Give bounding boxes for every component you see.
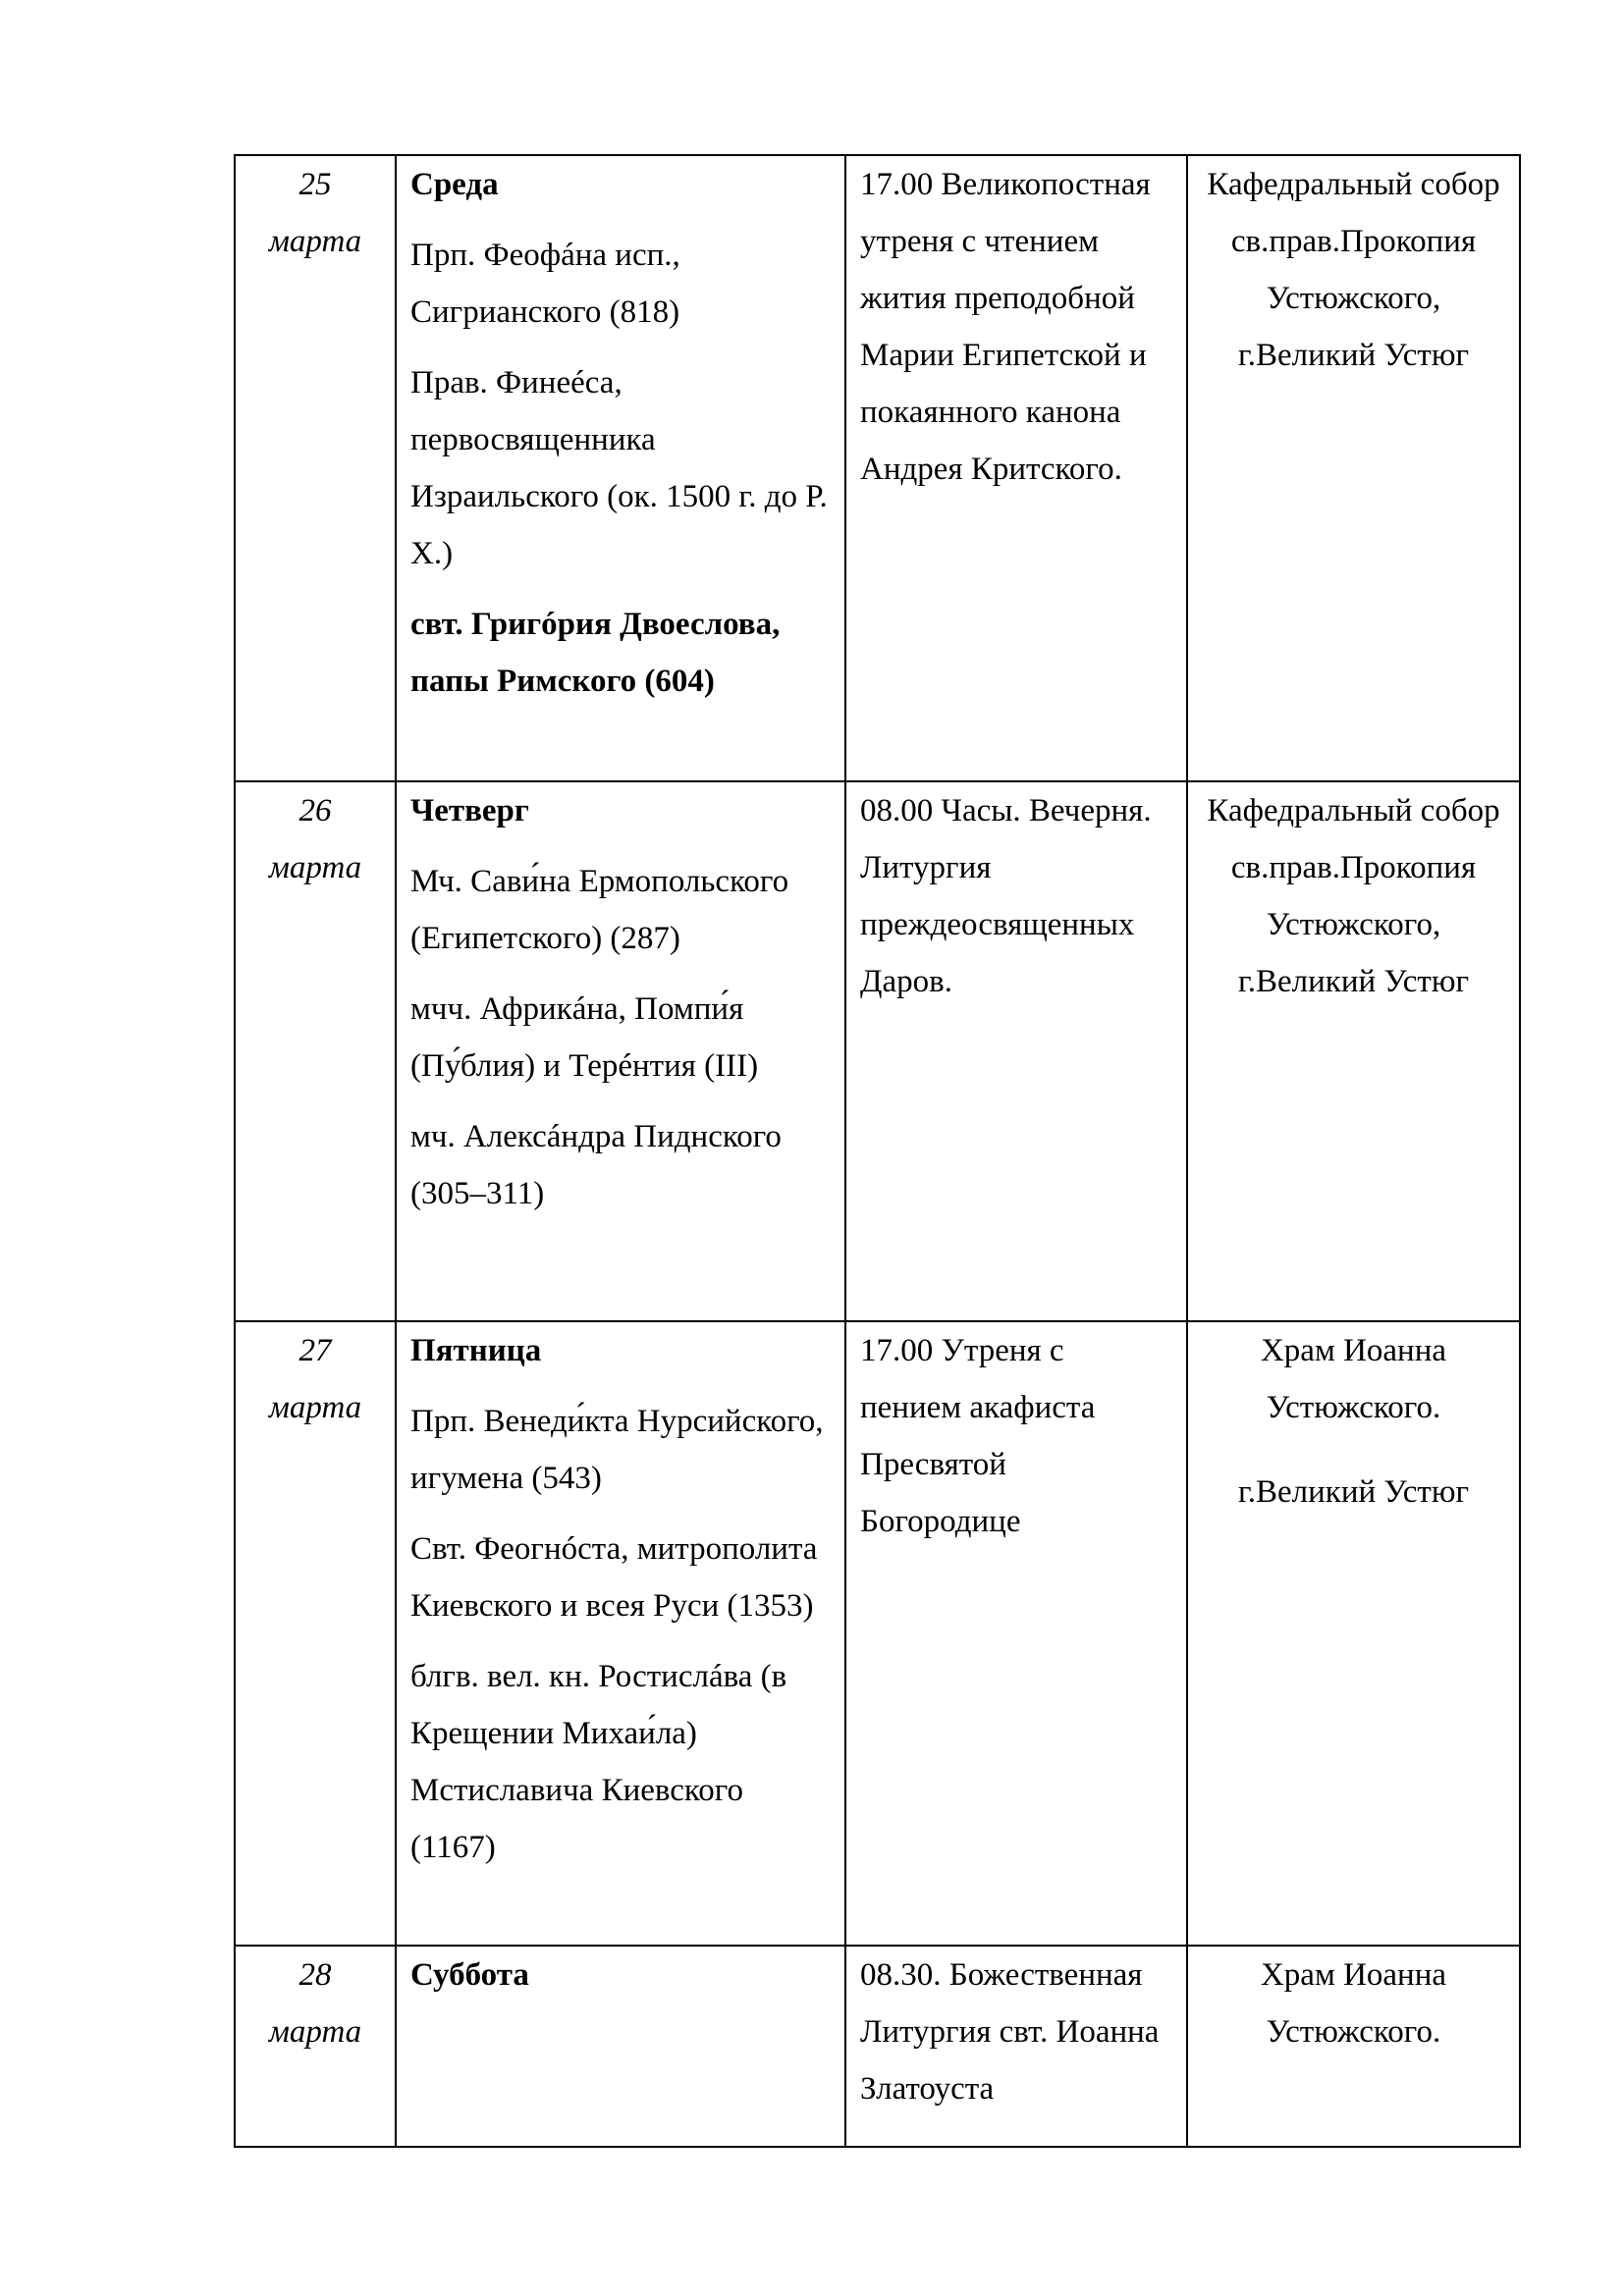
saint-entry: Свт. Феогнóста, митрополита Киевского и всея Руси (1353) <box>410 1531 818 1624</box>
weekday: Пятница <box>410 1333 542 1368</box>
saint-entry: Мч. Сави́на Ермопольского (Египетского) (287) <box>410 864 789 956</box>
saint-entry: мч. Алексáндра Пиднского (305–311) <box>410 1119 782 1211</box>
place-cell <box>1187 781 1520 1321</box>
place-line: Устюжского, <box>1266 907 1441 942</box>
place-line: Устюжского, <box>1266 281 1441 316</box>
date-month: марта <box>268 850 362 885</box>
place-line: Кафедральный собор <box>1207 167 1500 202</box>
place-line: Устюжского. <box>1266 1390 1441 1425</box>
service-cell: 08.00 Часы. Вечерня. Литургия преждеосвященных Даров. <box>845 781 1187 1321</box>
saints-cell <box>396 155 845 781</box>
place-line: г.Великий Устюг <box>1237 964 1470 999</box>
service-cell: 08.30. Божественная Литургия свт. Иоанна Златоуста <box>845 1946 1187 2147</box>
date-month: марта <box>268 1390 362 1425</box>
schedule-table <box>234 154 1521 2148</box>
saint-entry: Прав. Финеéса, первосвященника Израильского (ок. 1500 г. до Р. Х.) <box>410 365 828 571</box>
place-line: св.прав.Прокопия <box>1230 850 1477 885</box>
schedule-row <box>235 1946 1520 2147</box>
place-cell <box>1187 1946 1520 2147</box>
saints-cell <box>396 781 845 1321</box>
saints-cell <box>396 1946 845 2147</box>
date-cell <box>235 781 396 1321</box>
date-month: марта <box>268 2014 362 2050</box>
saint-entry: Прп. Феофáна исп., Сигрианского (818) <box>410 238 680 330</box>
schedule-row <box>235 155 1520 781</box>
place-cell <box>1187 155 1520 781</box>
place-line: Храм Иоанна <box>1260 1333 1447 1368</box>
saint-entry: свт. Григóрия Двоеслова, папы Римского (604) <box>410 607 781 699</box>
place-line: Храм Иоанна <box>1260 1957 1447 1993</box>
schedule-row <box>235 781 1520 1321</box>
weekday: Четверг <box>410 793 529 828</box>
weekday: Среда <box>410 167 499 202</box>
service-cell: 17.00 Великопостная утреня с чтением жития преподобной Марии Египетской и покаянного канона Андрея Критского. <box>845 155 1187 781</box>
place-line: св.прав.Прокопия <box>1230 224 1477 259</box>
schedule-row <box>235 1321 1520 1946</box>
date-cell <box>235 155 396 781</box>
saint-entry: Прп. Венеди́кта Нурсийского, игумена (543) <box>410 1404 824 1496</box>
date-day: 27 <box>298 1333 332 1368</box>
date-cell <box>235 1321 396 1946</box>
saints-cell <box>396 1321 845 1946</box>
place-line: Устюжского. <box>1266 2014 1441 2050</box>
weekday: Суббота <box>410 1957 529 1993</box>
place-line: г.Великий Устюг <box>1237 1474 1470 1510</box>
date-month: марта <box>268 224 362 259</box>
place-line: Кафедральный собор <box>1207 793 1500 828</box>
place-line: г.Великий Устюг <box>1237 338 1470 373</box>
saint-entry: мчч. Африкáна, Помпи́я (Пу́блия) и Терéнтия (III) <box>410 991 759 1084</box>
date-day: 28 <box>298 1957 332 1993</box>
saint-entry: блгв. вел. кн. Ростислáва (в Крещении Михаи́ла) Мстиславича Киевского (1167) <box>410 1659 787 1865</box>
date-cell <box>235 1946 396 2147</box>
place-cell <box>1187 1321 1520 1946</box>
service-cell: 17.00 Утреня с пением акафиста Пресвятой Богородице <box>845 1321 1187 1946</box>
date-day: 25 <box>298 167 332 202</box>
date-day: 26 <box>298 793 332 828</box>
